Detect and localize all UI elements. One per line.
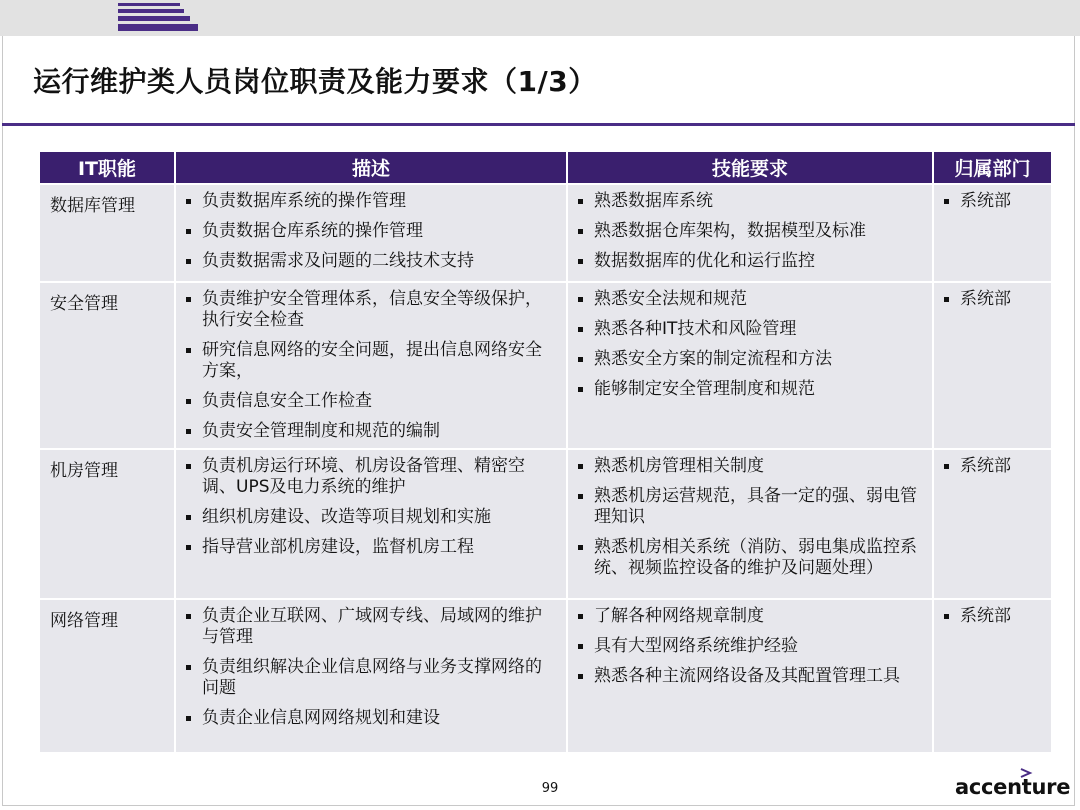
bullet-icon bbox=[578, 387, 583, 392]
bullet-list bbox=[578, 289, 924, 400]
list-item bbox=[578, 319, 924, 340]
list-item-text: 负责数据仓库系统的操作管理 bbox=[202, 221, 423, 241]
description-cell bbox=[176, 283, 566, 448]
bullet-icon bbox=[186, 429, 191, 434]
list-item bbox=[186, 191, 558, 212]
list-item-text: 熟悉安全法规和规范 bbox=[594, 289, 747, 309]
list-item-text: 系统部 bbox=[960, 289, 1011, 309]
list-item bbox=[186, 657, 558, 699]
list-item-text: 负责企业互联网、广域网专线、局域网的维护与管理 bbox=[202, 606, 542, 647]
list-item-text: 了解各种网络规章制度 bbox=[594, 606, 764, 626]
it-function-cell: 安全管理 bbox=[40, 283, 174, 448]
bullet-list bbox=[578, 606, 924, 687]
bullet-icon bbox=[578, 464, 583, 469]
list-item-text: 系统部 bbox=[960, 456, 1011, 476]
bullet-list bbox=[186, 456, 558, 558]
list-item bbox=[186, 421, 558, 442]
list-item-text: 负责信息安全工作检查 bbox=[202, 391, 372, 411]
bullet-list bbox=[186, 289, 558, 442]
bullet-icon bbox=[186, 297, 191, 302]
list-item-text: 研究信息网络的安全问题，提出信息网络安全方案， bbox=[202, 340, 542, 381]
bullet-icon bbox=[186, 515, 191, 520]
bullet-icon bbox=[944, 614, 949, 619]
skills-cell bbox=[568, 185, 932, 281]
skills-cell bbox=[568, 600, 932, 752]
bullet-icon bbox=[186, 614, 191, 619]
list-item bbox=[186, 537, 558, 558]
bullet-list bbox=[578, 191, 924, 272]
list-item bbox=[944, 289, 1043, 310]
list-item bbox=[578, 221, 924, 242]
bullet-icon bbox=[578, 614, 583, 619]
list-item bbox=[578, 606, 924, 627]
bullet-list bbox=[944, 289, 1043, 310]
brand-logo: accenture bbox=[955, 775, 1071, 799]
bullet-icon bbox=[186, 348, 191, 353]
list-item-text: 系统部 bbox=[960, 191, 1011, 211]
skills-cell bbox=[568, 450, 932, 598]
list-item bbox=[578, 289, 924, 310]
bullet-icon bbox=[944, 199, 949, 204]
table-header-row bbox=[40, 152, 1051, 183]
list-item bbox=[186, 340, 558, 382]
department-cell bbox=[934, 283, 1051, 448]
header-it-function: IT职能 bbox=[40, 152, 174, 183]
department-cell bbox=[934, 185, 1051, 281]
list-item bbox=[578, 379, 924, 400]
list-item-text: 负责安全管理制度和规范的编制 bbox=[202, 421, 440, 441]
bullet-icon bbox=[578, 199, 583, 204]
bullet-icon bbox=[186, 399, 191, 404]
list-item bbox=[944, 456, 1043, 477]
list-item-text: 负责机房运行环境、机房设备管理、精密空调、UPS及电力系统的维护 bbox=[202, 456, 525, 497]
header-skills: 技能要求 bbox=[568, 152, 932, 183]
list-item-text: 负责企业信息网网络规划和建设 bbox=[202, 708, 440, 728]
list-item bbox=[186, 456, 558, 498]
list-item-text: 负责维护安全管理体系，信息安全等级保护，执行安全检查 bbox=[202, 289, 542, 330]
list-item-text: 熟悉数据仓库架构，数据模型及标准 bbox=[594, 221, 866, 241]
bullet-icon bbox=[186, 464, 191, 469]
list-item-text: 熟悉数据库系统 bbox=[594, 191, 713, 211]
bullet-icon bbox=[578, 327, 583, 332]
title-divider bbox=[2, 123, 1075, 126]
list-item-text: 能够制定安全管理制度和规范 bbox=[594, 379, 815, 399]
stripes-logo-icon bbox=[0, 0, 200, 36]
bullet-list bbox=[944, 191, 1043, 212]
page-title: 运行维护类人员岗位职责及能力要求（1/3） bbox=[33, 65, 597, 98]
list-item bbox=[578, 537, 924, 579]
table-row bbox=[40, 283, 1051, 448]
bullet-list bbox=[944, 606, 1043, 627]
bullet-icon bbox=[186, 259, 191, 264]
list-item bbox=[186, 391, 558, 412]
list-item-text: 系统部 bbox=[960, 606, 1011, 626]
list-item bbox=[578, 666, 924, 687]
it-function-cell: 网络管理 bbox=[40, 600, 174, 752]
bullet-icon bbox=[578, 674, 583, 679]
list-item bbox=[186, 507, 558, 528]
it-function-cell: 数据库管理 bbox=[40, 185, 174, 281]
list-item bbox=[186, 289, 558, 331]
list-item-text: 熟悉机房管理相关制度 bbox=[594, 456, 764, 476]
list-item bbox=[186, 221, 558, 242]
table-row bbox=[40, 450, 1051, 598]
table-row bbox=[40, 600, 1051, 752]
list-item bbox=[578, 349, 924, 370]
list-item bbox=[186, 251, 558, 272]
list-item-text: 指导营业部机房建设，监督机房工程 bbox=[202, 537, 474, 557]
list-item-text: 熟悉各种IT技术和风险管理 bbox=[594, 319, 797, 339]
header-description: 描述 bbox=[176, 152, 566, 183]
list-item bbox=[578, 191, 924, 212]
bullet-icon bbox=[578, 297, 583, 302]
bullet-icon bbox=[578, 357, 583, 362]
bullet-icon bbox=[578, 494, 583, 499]
list-item bbox=[578, 636, 924, 657]
responsibility-table bbox=[38, 150, 1053, 754]
bullet-list bbox=[944, 456, 1043, 477]
bullet-icon bbox=[186, 545, 191, 550]
table-row bbox=[40, 185, 1051, 281]
list-item-text: 熟悉机房运营规范，具备一定的强、弱电管理知识 bbox=[594, 486, 917, 527]
bullet-list bbox=[186, 606, 558, 729]
bullet-icon bbox=[944, 297, 949, 302]
bullet-icon bbox=[578, 644, 583, 649]
bullet-icon bbox=[578, 545, 583, 550]
list-item-text: 负责组织解决企业信息网络与业务支撑网络的问题 bbox=[202, 657, 542, 698]
header-department: 归属部门 bbox=[934, 152, 1051, 183]
description-cell bbox=[176, 185, 566, 281]
list-item bbox=[186, 606, 558, 648]
list-item-text: 熟悉安全方案的制定流程和方法 bbox=[594, 349, 832, 369]
bullet-icon bbox=[186, 229, 191, 234]
list-item bbox=[578, 251, 924, 272]
list-item-text: 负责数据需求及问题的二线技术支持 bbox=[202, 251, 474, 271]
skills-cell bbox=[568, 283, 932, 448]
bullet-icon bbox=[186, 716, 191, 721]
list-item-text: 熟悉机房相关系统（消防、弱电集成监控系统、视频监控设备的维护及问题处理） bbox=[594, 537, 917, 578]
description-cell bbox=[176, 600, 566, 752]
description-cell bbox=[176, 450, 566, 598]
page-number: 99 bbox=[541, 781, 559, 796]
list-item bbox=[944, 606, 1043, 627]
list-item-text: 具有大型网络系统维护经验 bbox=[594, 636, 798, 656]
list-item bbox=[578, 486, 924, 528]
list-item bbox=[944, 191, 1043, 212]
it-function-cell: 机房管理 bbox=[40, 450, 174, 598]
bullet-icon bbox=[944, 464, 949, 469]
bullet-list bbox=[186, 191, 558, 272]
bullet-icon bbox=[186, 199, 191, 204]
list-item-text: 组织机房建设、改造等项目规划和实施 bbox=[202, 507, 491, 527]
bullet-icon bbox=[578, 259, 583, 264]
bullet-icon bbox=[578, 229, 583, 234]
list-item bbox=[186, 708, 558, 729]
department-cell bbox=[934, 600, 1051, 752]
bullet-list bbox=[578, 456, 924, 579]
list-item-text: 数据数据库的优化和运行监控 bbox=[594, 251, 815, 271]
bullet-icon bbox=[186, 665, 191, 670]
top-band bbox=[0, 0, 1080, 36]
list-item-text: 负责数据库系统的操作管理 bbox=[202, 191, 406, 211]
department-cell bbox=[934, 450, 1051, 598]
list-item-text: 熟悉各种主流网络设备及其配置管理工具 bbox=[594, 666, 900, 686]
list-item bbox=[578, 456, 924, 477]
